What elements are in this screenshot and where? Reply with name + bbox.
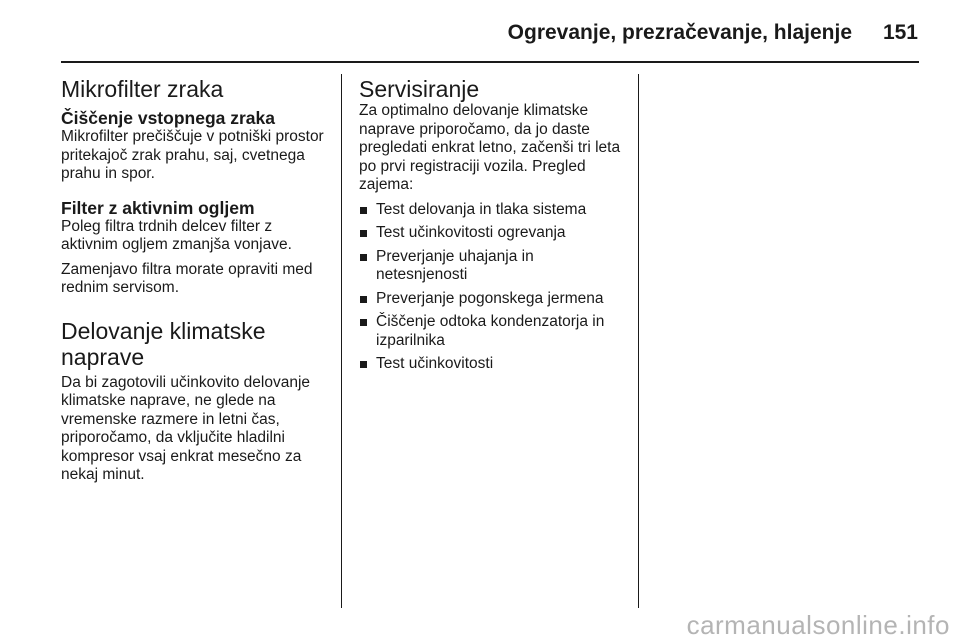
watermark-text: carmanualsonline.info: [686, 610, 950, 640]
bullet-square-icon: [360, 230, 367, 237]
list-item-text: Preverjanje uhajanja in netesnjenosti: [376, 247, 534, 283]
paragraph-filter-replacement: Zamenjavo filtra morate opraviti med rednim servisom.: [61, 260, 313, 296]
paragraph-servicing-intro: Za optimalno delovanje klimatske naprave priporočamo, da jo daste pregledati enkrat letno, začenši tri leta po prvi registraciji vozila. Pregled zajema:: [359, 102, 621, 193]
section-title-servicing: Servisiranje: [359, 76, 480, 102]
page-number: 151: [882, 21, 918, 44]
list-item: [359, 355, 629, 374]
bullet-square-icon: [360, 296, 367, 303]
paragraph-cleaning: Mikrofilter prečiščuje v potniški prostor pritekajoč zrak prahu, saj, cvetnega prahu in spor.: [61, 128, 324, 182]
bullet-square-icon: [360, 254, 367, 261]
list-item-text: Preverjanje pogonskega jermena: [376, 289, 604, 307]
list-item-text: Čiščenje odtoka kondenzatorja in izparilnika: [376, 313, 605, 349]
section-title-ac-operation: Delovanje klimatske naprave: [61, 317, 266, 370]
column-2: [359, 76, 629, 379]
column-1: [61, 76, 333, 485]
running-header-title: Ogrevanje, prezračevanje, hlajenje: [507, 21, 852, 44]
paragraph-ac-operation: Da bi zagotovili učinkovito delovanje klimatske naprave, ne glede na vremenske razmere in letni čas, priporočamo, da vključite hladilni kompresor vsaj enkrat mesečno za nekaj minut.: [61, 373, 311, 483]
list-item: [359, 201, 629, 220]
list-item-text: Test delovanja in tlaka sistema: [376, 200, 587, 218]
list-item: [359, 224, 629, 243]
column-divider-left: [341, 74, 342, 608]
list-item-text: Test učinkovitosti ogrevanja: [376, 224, 566, 241]
column-divider-right: [638, 74, 639, 608]
servicing-checklist: [359, 201, 629, 374]
paragraph-carbon-filter: Poleg filtra trdnih delcev filter z aktivnim ogljem zmanjša vonjave.: [61, 217, 292, 253]
section-title-microfilter: Mikrofilter zraka: [61, 76, 224, 102]
bullet-square-icon: [360, 319, 367, 326]
list-item: [359, 248, 629, 285]
subheading-cleaning: Čiščenje vstopnega zraka: [61, 108, 275, 128]
list-item-text: Test učinkovitosti: [376, 355, 494, 372]
subheading-carbon-filter: Filter z aktivnim ogljem: [61, 197, 255, 218]
bullet-square-icon: [360, 207, 367, 214]
list-item: [359, 290, 629, 309]
list-item: [359, 313, 629, 350]
header-rule: [61, 61, 919, 63]
bullet-square-icon: [360, 361, 367, 368]
